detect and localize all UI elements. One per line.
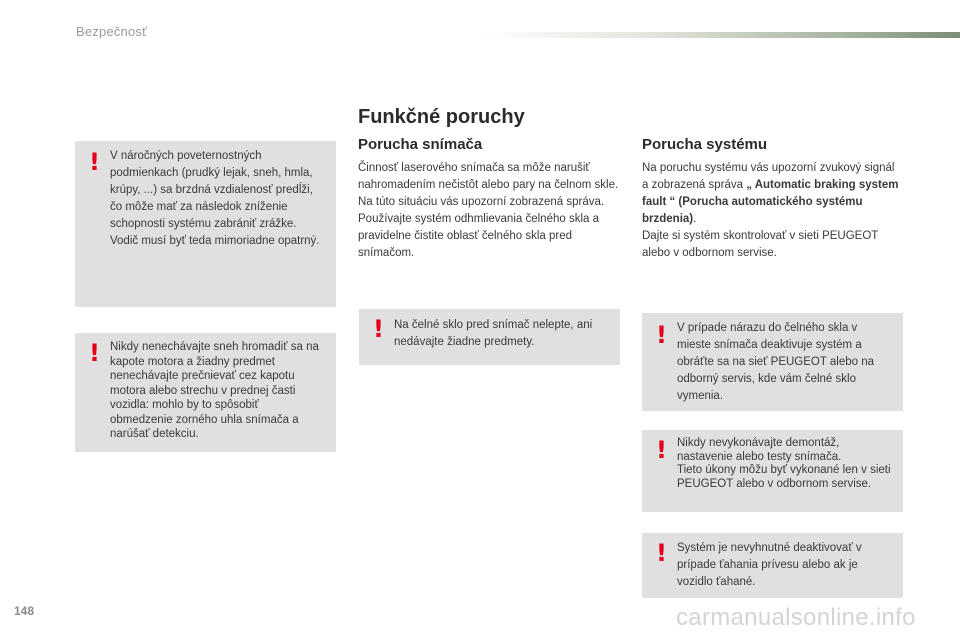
warning-box-snow — [75, 333, 336, 452]
warning-icon: ! — [89, 339, 100, 367]
warning-box-sensor-sticker — [359, 309, 620, 365]
warning-box-towing — [642, 533, 903, 598]
warning-icon: ! — [89, 148, 100, 176]
sensor-fault-heading: Porucha snímača — [358, 136, 483, 153]
warning-icon: ! — [373, 315, 384, 343]
section-label: Bezpečnosť — [76, 24, 148, 39]
warning-box-no-disassembly — [642, 430, 903, 512]
warning-text-snow: Nikdy nenechávajte sneh hromadiť sa na kapote motora a žiadny predmet nenechávajte prečnievať cez kapotu motora alebo strechu v prednej časti vozidla: mohlo by to spôsobiť obmedzenie zorného uhla snímača a narúšať detekciu. — [110, 341, 319, 440]
page-title: Funkčné poruchy — [358, 106, 525, 128]
watermark: carmanualsonline.info — [676, 604, 916, 631]
warning-icon: ! — [656, 321, 667, 349]
warning-text-no-disassembly: Nikdy nevykonávajte demontáž, nastavenie alebo testy snímača. Tieto úkony môžu byť vykonané len v sieti PEUGEOT alebo v odbornom servise. — [677, 437, 891, 490]
warning-icon: ! — [656, 436, 667, 464]
warning-box-weather — [75, 141, 336, 307]
warning-text-sensor-sticker: Na čelné sklo pred snímač nelepte, ani nedávajte žiadne predmety. — [394, 319, 593, 348]
sensor-fault-paragraph: Používajte systém odhmlievania čelného skla a pravidelne čistite oblasť čelného skla pred snímačom. — [358, 213, 599, 259]
warning-text-weather: V náročných poveternostných podmienkach (prudký lejak, sneh, hmla, krúpy, ...) sa brzdná vzdialenosť predĺži, čo môže mať za následok zníženie schopnosti systému zabrániť zrážke. Vodič musí byť teda mimoriadne opatrný. — [110, 150, 320, 247]
system-fault-message: „ Automatic braking system fault “ (Porucha automatického systému brzdenia) — [642, 179, 899, 225]
system-fault-text-after: . Dajte si systém skontrolovať v sieti PEUGEOT alebo v odbornom servise. — [642, 213, 879, 259]
page-number: 148 — [14, 604, 35, 618]
system-fault-text — [642, 160, 904, 262]
sensor-fault-paragraph: Činnosť laserového snímača sa môže narušiť nahromadením nečistôt alebo pary na čelnom skle. Na túto situáciu vás upozorní zobrazená správa. — [358, 162, 619, 208]
warning-text-windshield-impact: V prípade nárazu do čelného skla v mieste snímača deaktivuje systém a obráťte sa na sieť PEUGEOT alebo na odborný servis, kde vám čelné sklo vymenia. — [677, 322, 874, 402]
warning-text-towing: Systém je nevyhnutné deaktivovať v prípade ťahania prívesu alebo ak je vozidlo ťahané. — [677, 542, 862, 588]
warning-box-windshield-impact — [642, 313, 903, 411]
system-fault-text-before: Na poruchu systému vás upozorní zvukový signál a zobrazená správa — [642, 162, 895, 191]
system-fault-heading: Porucha systému — [642, 136, 768, 153]
sensor-fault-text — [358, 160, 620, 262]
warning-icon: ! — [656, 539, 667, 567]
header-gradient-bar — [480, 32, 960, 38]
